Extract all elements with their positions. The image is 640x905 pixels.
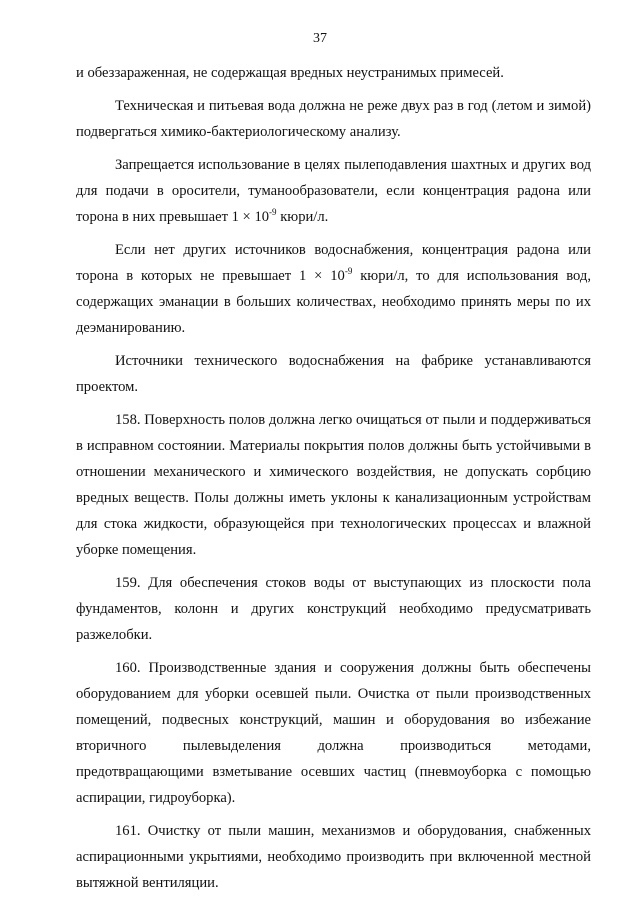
page-number: 37	[313, 31, 327, 46]
paragraph-dust-suppression-ban	[76, 152, 591, 230]
paragraph-text: Если нет других источников водоснабжения, концентрация радона или торона в которых не превышает 1 × 10	[76, 242, 591, 284]
paragraph-160: 160. Производственные здания и сооружения должны быть обеспечены оборудованием для уборки осевшей пыли. Очистка от пыли производственных помещений, подвесных конструкций, машин и оборудования во избежание вторичного пылевыделения должна производиться методами, предотвращающими взметывание осевших частиц (пневмоуборка с помощью аспирации, гидроуборка).	[76, 660, 591, 806]
paragraph-159: 159. Для обеспечения стоков воды от выступающих из плоскости пола фундаментов, колонн и других конструкций необходимо предусматривать разжелобки.	[76, 575, 591, 643]
exponent: -9	[269, 207, 277, 218]
paragraph-water-supply-sources: Источники технического водоснабжения на фабрике устанавливаются проектом.	[76, 353, 591, 395]
paragraph-text: кюри/л, то для использования вод, содержащих эманации в больших количествах, необходимо принять меры по их деэманированию.	[76, 268, 591, 336]
paragraph-158: 158. Поверхность полов должна легко очищаться от пыли и поддерживаться в исправном состоянии. Материалы покрытия полов должны быть устойчивыми в отношении механического и химического воздействия, не допускать сорбцию вредных веществ. Полы должны иметь уклоны к канализационным устройствам для стока жидкости, образующейся при технологических процессах и влажной уборке помещения.	[76, 412, 591, 558]
paragraph-161: 161. Очистку от пыли машин, механизмов и оборудования, снабженных аспирационными укрытиями, необходимо производить при включенной местной вытяжной вентиляции.	[76, 823, 591, 891]
paragraph-water-analysis: Техническая и питьевая вода должна не реже двух раз в год (летом и зимой) подвергаться химико-бактериологическому анализу.	[76, 98, 591, 140]
paragraph-deemanation	[76, 237, 591, 341]
paragraph-text: Запрещается использование в целях пылеподавления шахтных и других вод для подачи в оросители, туманообразователи, если концентрация радона или торона в них превышает 1 × 10	[76, 157, 591, 225]
document-body	[76, 60, 591, 896]
paragraph-text: кюри/л.	[276, 209, 329, 225]
exponent: -9	[344, 266, 353, 277]
paragraph-continuation: и обеззараженная, не содержащая вредных неустранимых примесей.	[76, 65, 504, 81]
